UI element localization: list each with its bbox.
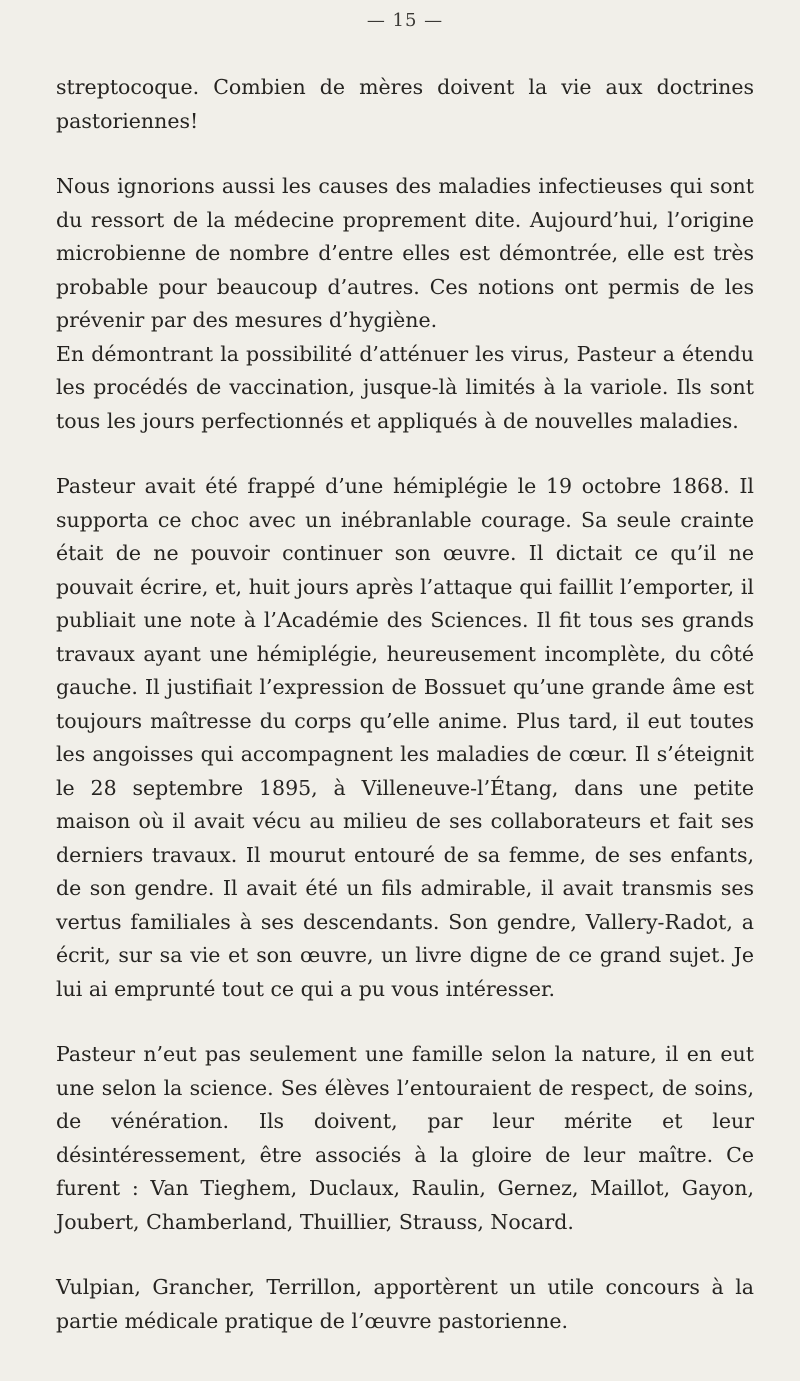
paragraph-1: streptocoque. Combien de mères doivent la vie aux doctrines pastoriennes! xyxy=(56,75,754,133)
paragraph-2: Nous ignorions aussi les causes des maladies infectieuses qui sont du ressort de la médecine proprement dite. Aujourd’hui, l’origine microbienne de nombre d’entre elles est démontrée, elle est très probable pour beaucoup d’autres. Ces notions ont permis de les prévenir par des mesures d’hygiène. xyxy=(56,174,754,332)
page-number: — 15 — xyxy=(366,10,444,31)
paragraph-6: Vulpian, Grancher, Terrillon, apportèrent un utile concours à la partie médicale pratique de l’œuvre pastorienne. xyxy=(56,1275,754,1333)
paragraph-3: En démontrant la possibilité d’atténuer les virus, Pasteur a étendu les procédés de vaccination, jusque-là limités à la variole. Ils sont tous les jours perfectionnés et appliqués à de nouvelles maladies. xyxy=(56,341,754,433)
paragraph-5: Pasteur n’eut pas seulement une famille selon la nature, il en eut une selon la science. Ses élèves l’entouraient de respect, de soins, de vénération. Ils doivent, par leur mérite et leur désintéressement, être associés à la gloire de leur maître. Ce furent : Van Tieghem, Duclaux, Raulin, Gernez, Maillot, Gayon, Joubert, Chamberland, Thuillier, Strauss, Nocard. xyxy=(56,1042,754,1234)
paragraph-4: Pasteur avait été frappé d’une hémiplégie le 19 octobre 1868. Il supporta ce choc avec un inébranlable courage. Sa seule crainte était de ne pouvoir continuer son œuvre. Il dictait ce qu’il ne pouvait écrire, et, huit jours après l’attaque qui faillit l’emporter, il publiait une note à l’Académie des Sciences. Il fit tous ses grands travaux ayant une hémiplégie, heureusement incomplète, du côté gauche. Il justifiait l’expression de Bossuet qu’une grande âme est toujours maîtresse du corps qu’elle anime. Plus tard, il eut toutes les angoisses qui accompagnent les maladies de cœur. Il s’éteignit le 28 septembre 1895, à Villeneuve-l’Étang, dans une petite maison où il avait vécu au milieu de ses collaborateurs et fait ses derniers travaux. Il mourut entouré de sa femme, de ses enfants, de son gendre. Il avait été un fils admirable, il avait transmis ses vertus familiales à ses descendants. Son gendre, Vallery-Radot, a écrit, sur sa vie et son œuvre, un livre digne de ce grand sujet. Je lui ai emprunté tout ce qui a pu vous intéresser. xyxy=(56,474,754,1001)
